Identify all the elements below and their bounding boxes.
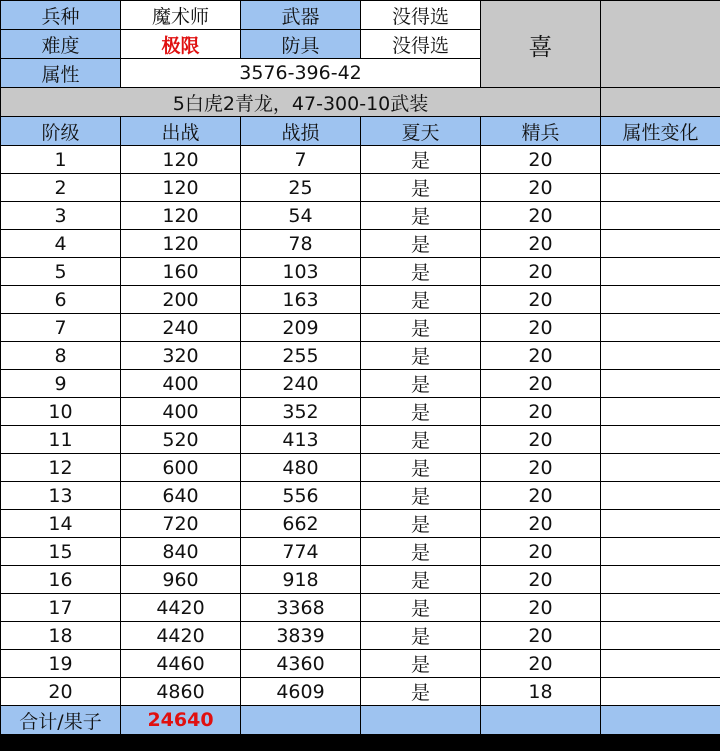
summary-row [1, 88, 720, 117]
cell-loss: 918 [241, 566, 361, 594]
summary-blank [601, 88, 720, 117]
info-row-unit [1, 1, 720, 30]
cell-attr-change [601, 622, 720, 650]
cell-deploy: 400 [121, 370, 241, 398]
table-row [1, 174, 720, 202]
cell-elite: 20 [481, 538, 601, 566]
cell-loss: 4360 [241, 650, 361, 678]
cell-attr-change [601, 678, 720, 706]
cell-level: 5 [1, 258, 121, 286]
armor-label: 防具 [241, 30, 361, 59]
cell-elite: 20 [481, 426, 601, 454]
cell-deploy: 840 [121, 538, 241, 566]
table-row [1, 202, 720, 230]
table-row [1, 398, 720, 426]
cell-deploy: 200 [121, 286, 241, 314]
cell-summer: 是 [361, 538, 481, 566]
cell-attr-change [601, 314, 720, 342]
cell-level: 8 [1, 342, 121, 370]
cell-deploy: 600 [121, 454, 241, 482]
cell-elite: 20 [481, 202, 601, 230]
cell-level: 16 [1, 566, 121, 594]
cell-elite: 20 [481, 622, 601, 650]
cell-attr-change [601, 482, 720, 510]
cell-summer: 是 [361, 566, 481, 594]
attr-value: 3576-396-42 [121, 59, 481, 88]
cell-deploy: 120 [121, 174, 241, 202]
cell-level: 13 [1, 482, 121, 510]
cell-loss: 25 [241, 174, 361, 202]
cell-summer: 是 [361, 230, 481, 258]
cell-attr-change [601, 538, 720, 566]
table-row [1, 650, 720, 678]
cell-deploy: 520 [121, 426, 241, 454]
cell-deploy: 400 [121, 398, 241, 426]
xi-cell: 喜 [481, 1, 601, 88]
armor-value: 没得选 [361, 30, 481, 59]
cell-attr-change [601, 286, 720, 314]
cell-elite: 20 [481, 174, 601, 202]
cell-deploy: 240 [121, 314, 241, 342]
cell-elite: 20 [481, 258, 601, 286]
cell-loss: 3839 [241, 622, 361, 650]
cell-attr-change [601, 426, 720, 454]
cell-deploy: 4860 [121, 678, 241, 706]
difficulty-value: 极限 [121, 30, 241, 59]
cell-elite: 20 [481, 314, 601, 342]
cell-deploy: 120 [121, 230, 241, 258]
cell-deploy: 720 [121, 510, 241, 538]
cell-loss: 163 [241, 286, 361, 314]
cell-attr-change [601, 398, 720, 426]
total-blank-3 [241, 706, 361, 735]
table-row [1, 314, 720, 342]
cell-attr-change [601, 650, 720, 678]
cell-level: 19 [1, 650, 121, 678]
table-row [1, 566, 720, 594]
cell-elite: 20 [481, 482, 601, 510]
cell-level: 12 [1, 454, 121, 482]
table-row [1, 426, 720, 454]
cell-elite: 20 [481, 146, 601, 174]
cell-level: 14 [1, 510, 121, 538]
cell-summer: 是 [361, 398, 481, 426]
cell-level: 17 [1, 594, 121, 622]
cell-level: 1 [1, 146, 121, 174]
cell-summer: 是 [361, 622, 481, 650]
cell-level: 9 [1, 370, 121, 398]
cell-summer: 是 [361, 370, 481, 398]
table-row [1, 482, 720, 510]
cell-attr-change [601, 342, 720, 370]
cell-summer: 是 [361, 258, 481, 286]
cell-elite: 20 [481, 650, 601, 678]
attr-label: 属性 [1, 59, 121, 88]
table-row [1, 230, 720, 258]
table-row [1, 678, 720, 706]
cell-attr-change [601, 566, 720, 594]
cell-loss: 3368 [241, 594, 361, 622]
total-blank-4 [361, 706, 481, 735]
cell-summer: 是 [361, 174, 481, 202]
cell-level: 7 [1, 314, 121, 342]
col-header-loss: 战损 [241, 117, 361, 146]
cell-elite: 20 [481, 566, 601, 594]
weapon-value: 没得选 [361, 1, 481, 30]
cell-loss: 7 [241, 146, 361, 174]
cell-loss: 240 [241, 370, 361, 398]
cell-deploy: 4420 [121, 594, 241, 622]
cell-summer: 是 [361, 650, 481, 678]
cell-deploy: 640 [121, 482, 241, 510]
cell-summer: 是 [361, 510, 481, 538]
table-row [1, 594, 720, 622]
cell-summer: 是 [361, 146, 481, 174]
unit-label: 兵种 [1, 1, 121, 30]
cell-attr-change [601, 146, 720, 174]
cell-summer: 是 [361, 342, 481, 370]
col-header-attr-change: 属性变化 [601, 117, 720, 146]
cell-attr-change [601, 510, 720, 538]
summary-text: 5白虎2青龙，47-300-10武装 [1, 88, 601, 117]
cell-level: 20 [1, 678, 121, 706]
total-blank-5 [481, 706, 601, 735]
cell-elite: 20 [481, 230, 601, 258]
total-value: 24640 [121, 706, 241, 735]
cell-loss: 103 [241, 258, 361, 286]
cell-deploy: 4460 [121, 650, 241, 678]
table-row [1, 370, 720, 398]
cell-attr-change [601, 454, 720, 482]
cell-summer: 是 [361, 678, 481, 706]
cell-loss: 413 [241, 426, 361, 454]
cell-level: 2 [1, 174, 121, 202]
col-header-summer: 夏天 [361, 117, 481, 146]
cell-deploy: 120 [121, 146, 241, 174]
col-header-deploy: 出战 [121, 117, 241, 146]
table-row [1, 510, 720, 538]
cell-summer: 是 [361, 482, 481, 510]
table-row [1, 342, 720, 370]
col-header-level: 阶级 [1, 117, 121, 146]
cell-summer: 是 [361, 286, 481, 314]
cell-elite: 20 [481, 342, 601, 370]
cell-summer: 是 [361, 314, 481, 342]
cell-level: 15 [1, 538, 121, 566]
cell-level: 18 [1, 622, 121, 650]
cell-loss: 209 [241, 314, 361, 342]
cell-elite: 20 [481, 398, 601, 426]
cell-deploy: 320 [121, 342, 241, 370]
cell-attr-change [601, 202, 720, 230]
col-header-elite: 精兵 [481, 117, 601, 146]
total-label: 合计/果子 [1, 706, 121, 735]
cell-loss: 556 [241, 482, 361, 510]
cell-attr-change [601, 230, 720, 258]
total-row [1, 706, 720, 735]
cell-deploy: 120 [121, 202, 241, 230]
table-row [1, 622, 720, 650]
cell-loss: 4609 [241, 678, 361, 706]
cell-level: 11 [1, 426, 121, 454]
cell-elite: 20 [481, 594, 601, 622]
cell-level: 10 [1, 398, 121, 426]
cell-attr-change [601, 594, 720, 622]
unit-value: 魔术师 [121, 1, 241, 30]
cell-deploy: 160 [121, 258, 241, 286]
cell-deploy: 4420 [121, 622, 241, 650]
table-row [1, 286, 720, 314]
table-row [1, 538, 720, 566]
column-header-row [1, 117, 720, 146]
table-row [1, 258, 720, 286]
cell-elite: 18 [481, 678, 601, 706]
cell-attr-change [601, 174, 720, 202]
difficulty-label: 难度 [1, 30, 121, 59]
cell-summer: 是 [361, 594, 481, 622]
cell-summer: 是 [361, 454, 481, 482]
weapon-label: 武器 [241, 1, 361, 30]
cell-summer: 是 [361, 202, 481, 230]
blank-cell [601, 1, 720, 88]
cell-attr-change [601, 258, 720, 286]
cell-elite: 20 [481, 370, 601, 398]
cell-loss: 662 [241, 510, 361, 538]
table-row [1, 454, 720, 482]
cell-loss: 54 [241, 202, 361, 230]
cell-loss: 480 [241, 454, 361, 482]
cell-summer: 是 [361, 426, 481, 454]
cell-attr-change [601, 370, 720, 398]
cell-loss: 78 [241, 230, 361, 258]
cell-loss: 255 [241, 342, 361, 370]
cell-elite: 20 [481, 286, 601, 314]
cell-level: 3 [1, 202, 121, 230]
cell-elite: 20 [481, 510, 601, 538]
total-blank-6 [601, 706, 720, 735]
cell-loss: 352 [241, 398, 361, 426]
cell-elite: 20 [481, 454, 601, 482]
cell-level: 4 [1, 230, 121, 258]
table-row [1, 146, 720, 174]
cell-loss: 774 [241, 538, 361, 566]
cell-level: 6 [1, 286, 121, 314]
cell-deploy: 960 [121, 566, 241, 594]
